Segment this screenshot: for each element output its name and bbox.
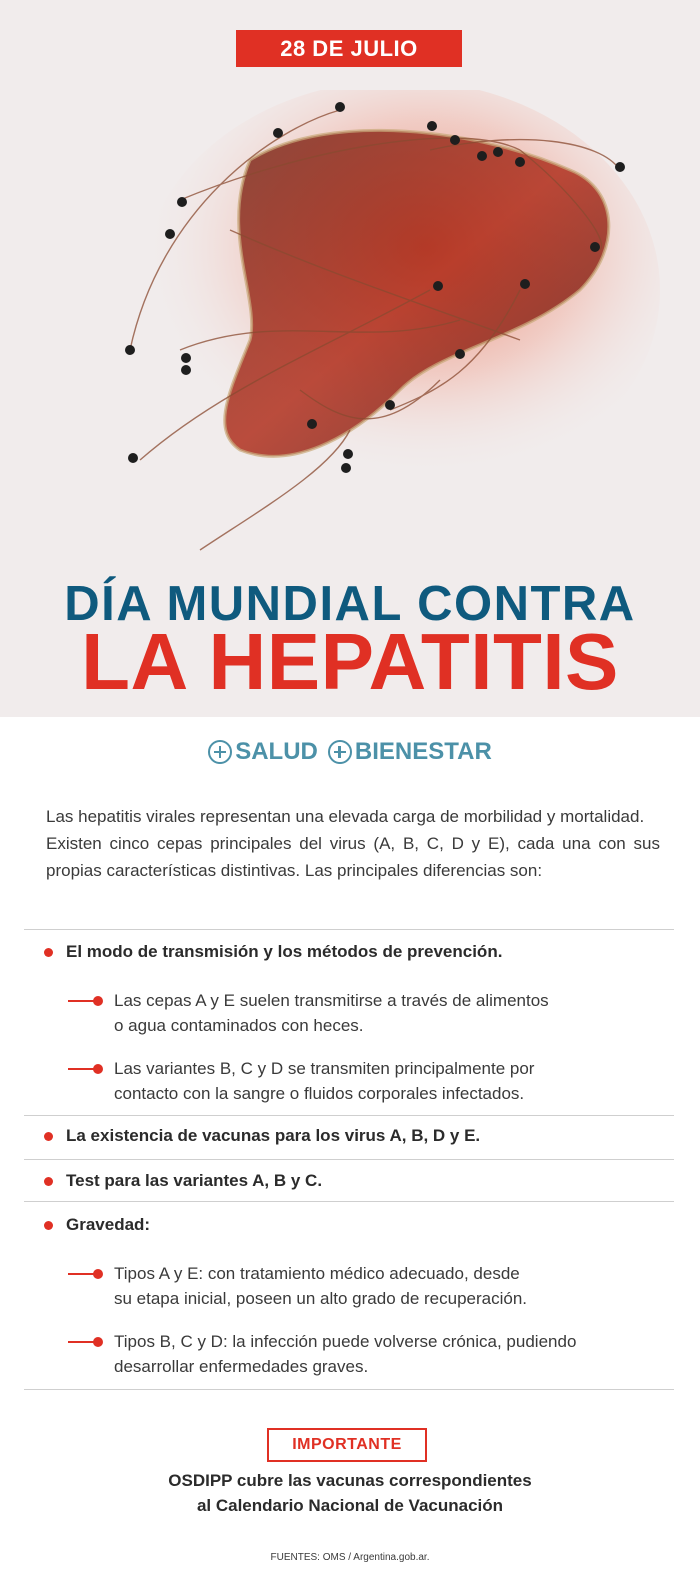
divider xyxy=(24,929,674,930)
bullet-line-icon xyxy=(68,1329,104,1354)
divider xyxy=(24,1201,674,1202)
bullet-dot-icon xyxy=(44,1221,53,1230)
bullet-line-icon xyxy=(68,988,104,1013)
plus-circle-icon xyxy=(328,740,352,764)
sub-item-line: Tipos A y E: con tratamiento médico adecuado, desde xyxy=(114,1264,520,1283)
sub-list-item xyxy=(68,1329,658,1379)
divider xyxy=(24,1159,674,1160)
brand-label: SALUD xyxy=(235,738,318,765)
brand-item-bienestar xyxy=(328,738,492,766)
divider xyxy=(24,1115,674,1116)
intro-text xyxy=(46,803,660,884)
page-title-line1: DÍA MUNDIAL CONTRA xyxy=(64,577,636,631)
important-badge: IMPORTANTE xyxy=(267,1428,427,1462)
date-badge: 28 DE JULIO xyxy=(236,30,462,67)
plus-circle-icon xyxy=(208,740,232,764)
sources-note: FUENTES: OMS / Argentina.gob.ar. xyxy=(270,1552,430,1563)
bullet-dot-icon xyxy=(44,1132,53,1141)
page-title-line2: LA HEPATITIS xyxy=(81,617,619,706)
list-item-label: Gravedad: xyxy=(66,1215,151,1234)
sub-list-item xyxy=(68,1056,658,1106)
sub-item-line: contacto con la sangre o fluidos corporales infectados. xyxy=(114,1084,525,1103)
coverage-note xyxy=(0,1468,700,1518)
intro-paragraph: Las hepatitis virales representan una elevada carga de morbilidad y mortalidad. xyxy=(46,807,645,826)
list-item xyxy=(44,942,674,962)
brand-item-salud xyxy=(208,738,318,766)
bullet-line-icon xyxy=(68,1261,104,1286)
hero-banner xyxy=(0,0,700,717)
bullet-dot-icon xyxy=(44,948,53,957)
sub-list-item xyxy=(68,988,658,1038)
divider xyxy=(24,1389,674,1390)
liver-icon xyxy=(100,90,660,570)
list-item xyxy=(44,1126,674,1146)
intro-paragraph: Existen cinco cepas principales del virus (A, B, C, D y E), cada una con sus propias características distintivas. Las principales diferencias son: xyxy=(46,834,660,880)
sub-item-line: o agua contaminados con heces. xyxy=(114,1016,364,1035)
brand-label: BIENESTAR xyxy=(354,738,492,765)
sub-list-item xyxy=(68,1261,658,1311)
list-item xyxy=(44,1215,674,1235)
list-item-label: La existencia de vacunas para los virus A, B, D y E. xyxy=(66,1126,481,1145)
list-item-label: El modo de transmisión y los métodos de prevención. xyxy=(66,942,503,961)
sub-item-line: su etapa inicial, poseen un alto grado de recuperación. xyxy=(114,1289,528,1308)
sub-item-line: Las cepas A y E suelen transmitirse a través de alimentos xyxy=(114,991,549,1010)
sub-item-line: Tipos B, C y D: la infección puede volverse crónica, pudiendo xyxy=(114,1332,577,1351)
sub-item-line: Las variantes B, C y D se transmiten principalmente por xyxy=(114,1059,535,1078)
bullet-dot-icon xyxy=(44,1177,53,1186)
coverage-line: al Calendario Nacional de Vacunación xyxy=(196,1496,504,1515)
brand-tagline xyxy=(0,738,700,766)
list-item-label: Test para las variantes A, B y C. xyxy=(66,1171,323,1190)
list-item xyxy=(44,1171,674,1191)
bullet-line-icon xyxy=(68,1056,104,1081)
coverage-line: OSDIPP cubre las vacunas correspondientes xyxy=(168,1471,532,1490)
sub-item-line: desarrollar enfermedades graves. xyxy=(114,1357,369,1376)
